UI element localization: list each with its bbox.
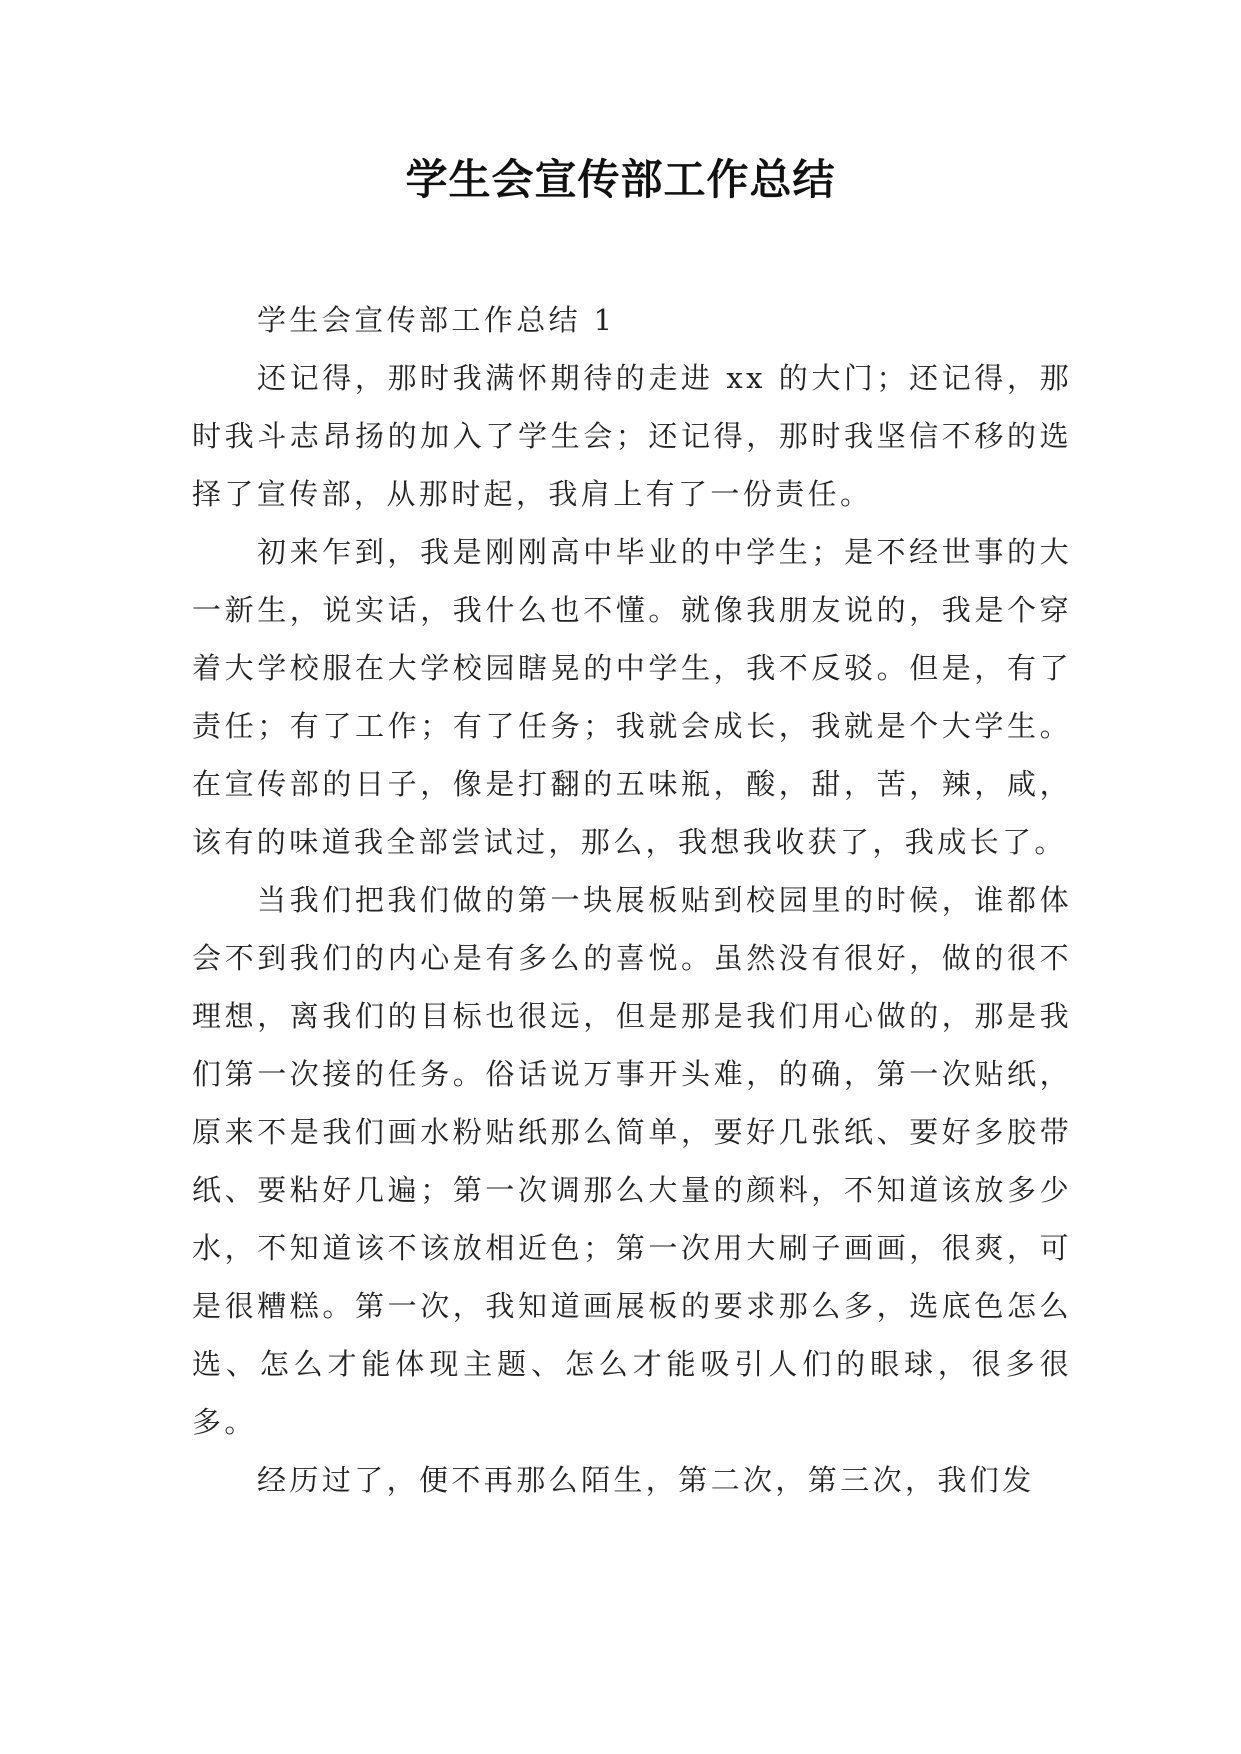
paragraph-1: 还记得，那时我满怀期待的走进 xx 的大门；还记得，那时我斗志昂扬的加入了学生会；还记得，那时我坚信不移的选择了宣传部，从那时起，我肩上有了一份责任。 xyxy=(192,361,1072,511)
paragraph-3: 当我们把我们做的第一块展板贴到校园里的时候，谁都体会不到我们的内心是有多么的喜悦。虽然没有很好，做的很不理想，离我们的目标也很远，但是那是我们用心做的，那是我们第一次接的任务。俗话说万事开头难，的确，第一次贴纸，原来不是我们画水粉贴纸那么简单，要好几张纸、要好多胶带纸、要粘好几遍；第一次调那么大量的颜料，不知道该放多少水，不知道该不该放相近色；第一次用大刷子画画，很爽，可是很糟糕。第一次，我知道画展板的要求那么多，选底色怎么选、怎么才能体现主题、怎么才能吸引人们的眼球，很多很多。 xyxy=(192,883,1072,1439)
document-body xyxy=(192,291,1072,1509)
document-title: 学生会宣传部工作总结 xyxy=(405,155,836,204)
paragraph-2: 初来乍到，我是刚刚高中毕业的中学生；是不经世事的大一新生，说实话，我什么也不懂。就像我朋友说的，我是个穿着大学校服在大学校园瞎晃的中学生，我不反驳。但是，有了责任；有了工作；有了任务；我就会成长，我就是个大学生。在宣传部的日子，像是打翻的五味瓶，酸，甜，苦，辣，咸，该有的味道我全部尝试过，那么，我想我收获了，我成长了。 xyxy=(192,535,1072,859)
section-heading: 学生会宣传部工作总结 1 xyxy=(257,303,616,337)
paragraph-4: 经历过了，便不再那么陌生，第二次，第三次，我们发 xyxy=(257,1463,1035,1497)
